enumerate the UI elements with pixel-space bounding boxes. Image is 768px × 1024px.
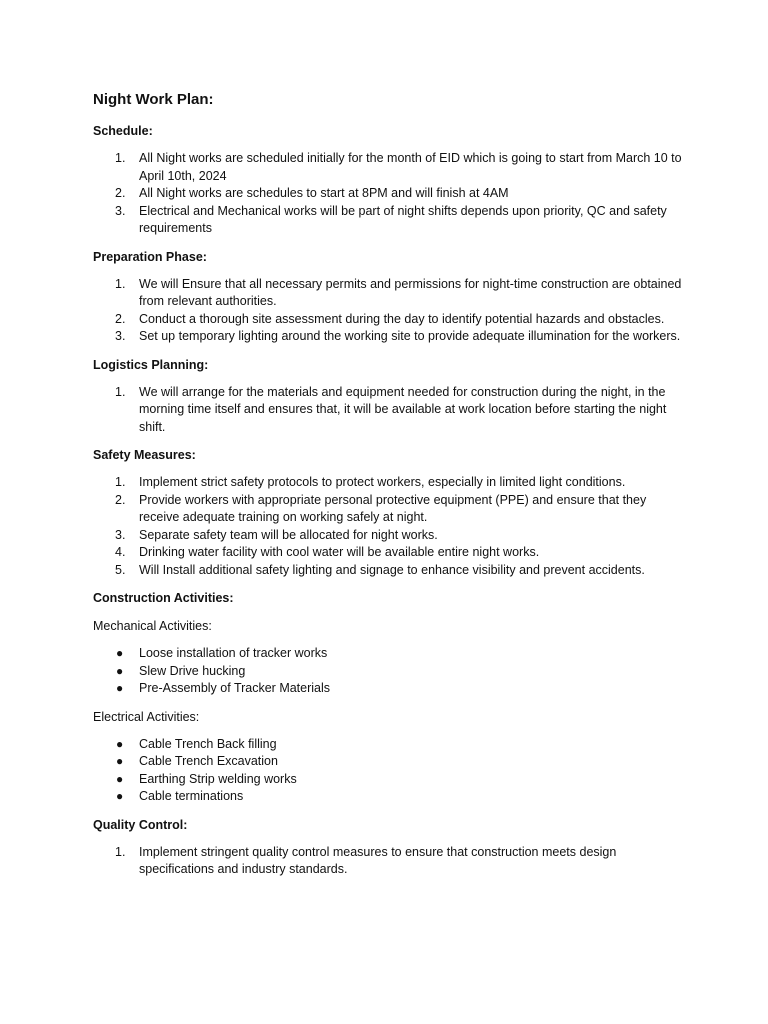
list-item-text: We will arrange for the materials and equipment needed for construction during the night, in the morning time itself and ensures that, it will be available at work location before starting the night shift. <box>139 384 667 434</box>
list-item-text: We will Ensure that all necessary permits and permissions for night-time construction are obtained from relevant authorities. <box>139 276 682 308</box>
bullet-icon: ● <box>116 771 124 786</box>
list-number: 3. <box>115 203 126 218</box>
list-item-text: All Night works are schedules to start at 8PM and will finish at 4AM <box>139 186 509 200</box>
quality-heading: Quality Control: <box>93 817 188 832</box>
list-number: 2. <box>115 492 126 507</box>
list-item <box>93 680 683 698</box>
list-item-text: Electrical and Mechanical works will be part of night shifts depends upon priority, QC and safety requirements <box>139 203 667 235</box>
list-number: 2. <box>115 311 126 326</box>
list-item-text: Provide workers with appropriate personal protective equipment (PPE) and ensure that they receive adequate training on working safely at night. <box>139 492 647 524</box>
list-number: 2. <box>115 186 126 200</box>
list-item <box>93 788 683 806</box>
list-item <box>93 562 683 580</box>
construction-heading: Construction Activities: <box>93 591 234 605</box>
mechanical-label: Mechanical Activities: <box>93 619 212 633</box>
list-item <box>93 384 683 437</box>
list-item <box>93 736 683 754</box>
list-item-text: Pre-Assembly of Tracker Materials <box>139 681 331 695</box>
list-item <box>93 492 683 527</box>
safety-list <box>93 474 683 579</box>
list-item-text: Slew Drive hucking <box>139 663 246 678</box>
list-number: 3. <box>115 329 126 343</box>
list-number: 1. <box>115 844 126 859</box>
bullet-icon: ● <box>116 681 124 695</box>
list-item-text: Earthing Strip welding works <box>139 771 297 786</box>
list-item <box>93 544 683 562</box>
schedule-heading: Schedule: <box>93 124 153 138</box>
list-item-text: Conduct a thorough site assessment during the day to identify potential hazards and obstacles. <box>139 311 665 326</box>
list-item <box>93 150 683 185</box>
list-item <box>93 844 683 879</box>
list-item-text: Cable Trench Excavation <box>139 754 278 768</box>
logistics-heading: Logistics Planning: <box>93 357 209 372</box>
list-item-text: Set up temporary lighting around the working site to provide adequate illumination for the workers. <box>139 329 681 343</box>
list-number: 3. <box>115 527 126 542</box>
list-item-text: Implement stringent quality control measures to ensure that construction meets design specifications and industry standards. <box>139 844 617 876</box>
list-number: 4. <box>115 545 126 559</box>
list-number: 1. <box>115 276 126 291</box>
list-number: 1. <box>115 151 126 165</box>
list-item <box>93 663 683 681</box>
bullet-icon: ● <box>116 754 124 768</box>
bullet-icon: ● <box>116 736 124 751</box>
list-item <box>93 328 683 346</box>
logistics-list <box>93 384 683 437</box>
electrical-list <box>93 736 683 806</box>
list-item-text: All Night works are scheduled initially for the month of EID which is going to start from March 10 to April 10th, 2024 <box>139 151 682 183</box>
list-item-text: Implement strict safety protocols to protect workers, especially in limited light conditions. <box>139 475 626 489</box>
list-item <box>93 474 683 492</box>
safety-heading: Safety Measures: <box>93 448 196 462</box>
document-title: Night Work Plan: <box>93 91 214 108</box>
list-number: 1. <box>115 475 126 489</box>
list-item <box>93 276 683 311</box>
list-item <box>93 311 683 329</box>
list-item-text: Loose installation of tracker works <box>139 646 328 660</box>
quality-list <box>93 844 683 879</box>
list-item <box>93 527 683 545</box>
list-item-text: Cable Trench Back filling <box>139 736 277 751</box>
list-item <box>93 185 683 203</box>
list-item-text: Cable terminations <box>139 789 244 803</box>
mechanical-list <box>93 645 683 698</box>
list-item <box>93 771 683 789</box>
list-number: 1. <box>115 384 126 399</box>
list-number: 5. <box>115 562 126 577</box>
list-item <box>93 203 683 238</box>
electrical-label: Electrical Activities: <box>93 709 200 724</box>
list-item <box>93 753 683 771</box>
bullet-icon: ● <box>116 663 124 678</box>
list-item-text: Will Install additional safety lighting and signage to enhance visibility and prevent accidents. <box>139 562 645 577</box>
list-item-text: Drinking water facility with cool water will be available entire night works. <box>139 545 540 559</box>
preparation-heading: Preparation Phase: <box>93 249 207 264</box>
bullet-icon: ● <box>116 646 124 660</box>
bullet-icon: ● <box>116 789 124 803</box>
preparation-list <box>93 276 683 346</box>
list-item-text: Separate safety team will be allocated for night works. <box>139 527 438 542</box>
schedule-list <box>93 150 683 238</box>
list-item <box>93 645 683 663</box>
